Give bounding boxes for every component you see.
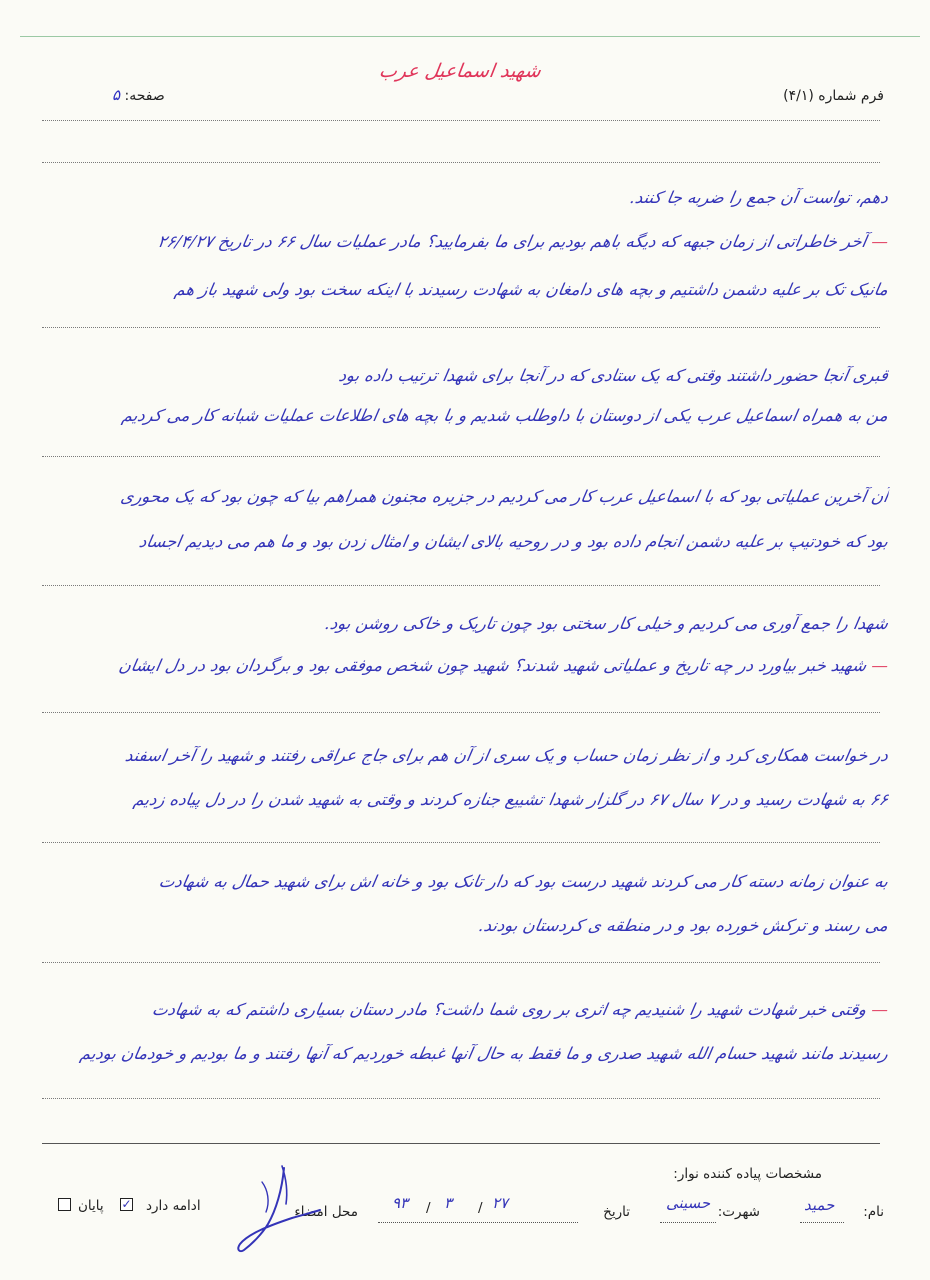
- handwritten-line: [38, 656, 890, 676]
- date-year: ۹۳: [392, 1194, 409, 1212]
- handwritten-line: ۶۶ به شهادت رسید و در ۷ سال ۶۷ در گلزار شهدا تشییع جنازه کردند و وقتی به شهید شدن را در دل پیاده زدیم: [132, 790, 890, 809]
- question-dash: —: [864, 232, 890, 251]
- surname-dots: [660, 1222, 716, 1223]
- ruled-line: [42, 712, 880, 713]
- end-checkbox[interactable]: [58, 1198, 71, 1211]
- handwritten-line: به عنوان زمانه دسته کار می کردند شهید درست بود که دار تانک بود و خانه اش برای شهید حمال به شهادت: [157, 872, 890, 891]
- transcriber-section-label: مشخصات پیاده کننده نوار:: [673, 1166, 822, 1182]
- ruled-line: [42, 962, 880, 963]
- ruled-line: [42, 327, 880, 328]
- handwritten-line-text: آخر خاطراتی از زمان جبهه که دیگه باهم بودیم برای ما بفرمایید؟ مادر عملیات سال ۶۶ در تاریخ ۲۶/۴/۲۷: [156, 232, 869, 251]
- signature-label: محل امضاء: [294, 1204, 358, 1220]
- ruled-line: [42, 120, 880, 121]
- surname-value: حسینی: [666, 1194, 711, 1212]
- page-top-border: [20, 36, 920, 37]
- handwritten-title: شهید اسماعیل عرب: [377, 60, 543, 82]
- page-number-label: [112, 86, 165, 104]
- date-day: ۲۷: [492, 1194, 509, 1212]
- handwritten-line-text: وقتی خبر شهادت شهید را شنیدیم چه اثری بر روی شما داشت؟ مادر دستان بسیاری داشتم که به شهادت: [150, 1000, 869, 1019]
- question-dash: —: [864, 1000, 890, 1019]
- handwritten-line: دهم، تواست آن جمع را ضربه جا کنند.: [628, 188, 890, 207]
- signature-mark: [222, 1160, 332, 1260]
- ruled-line: [42, 456, 880, 457]
- footer-divider: [42, 1143, 880, 1144]
- handwritten-line: بود که خودتیپ بر علیه دشمن انجام داده بود و در روحیه بالای ایشان و امثال زدن بود و ما هم می دیدیم اجساد: [137, 532, 890, 551]
- name-label: نام:: [863, 1204, 884, 1220]
- handwritten-line-text: شهید خبر بیاورد در چه تاریخ و عملیاتی شهید شدند؟ شهید چون شخص موفقی بود و برگردان بود در دل ایشان: [117, 656, 869, 675]
- date-dots: [378, 1222, 578, 1223]
- date-month: ۳: [444, 1194, 453, 1212]
- handwritten-line: قبری آنجا حضور داشتند وقتی که یک ستادی که در آنجا برای شهدا ترتیب داده بود: [337, 366, 890, 385]
- end-label: پایان: [78, 1198, 104, 1214]
- handwritten-line: شهدا را جمع آوری می کردیم و خیلی کار سختی بود چون تاریک و خاکی روشن بود.: [323, 614, 890, 633]
- name-dots: [800, 1222, 844, 1223]
- ruled-line: [42, 1098, 880, 1099]
- handwritten-line: در خواست همکاری کرد و از نظر زمان حساب و یک سری از آن هم برای جاج عراقی رفتند و شهید را آخر اسفند: [123, 746, 890, 765]
- page-number-value: ۵: [112, 86, 121, 104]
- handwritten-line: [38, 232, 890, 252]
- continues-checkbox[interactable]: [120, 1198, 133, 1211]
- handwritten-line: می رسند و ترکش خورده بود و در منطقه ی کردستان بودند.: [477, 916, 890, 935]
- handwritten-line: مانیک تک بر علیه دشمن داشتیم و بچه های دامغان به شهادت رسیدند با اینکه سخت بود ولی شهید باز هم: [173, 280, 890, 299]
- date-label: تاریخ: [603, 1204, 630, 1220]
- question-dash: —: [864, 656, 890, 675]
- ruled-line: [42, 842, 880, 843]
- date-separator: /: [478, 1200, 483, 1216]
- page-label-text: صفحه:: [124, 88, 165, 104]
- ruled-line: [42, 585, 880, 586]
- handwritten-line: آن آخرین عملیاتی بود که با اسماعیل عرب کار می کردیم در جزیره مجنون همراهم بیا که چون بود که یک محوری: [119, 487, 890, 506]
- surname-label: شهرت:: [717, 1204, 760, 1220]
- check-mark-icon: ✓: [121, 1197, 132, 1211]
- name-value: حمید: [804, 1196, 835, 1214]
- continues-label: ادامه دارد: [146, 1198, 201, 1214]
- handwritten-line: [38, 1000, 890, 1020]
- date-separator: /: [426, 1200, 431, 1216]
- handwritten-line: رسیدند مانند شهید حسام الله شهید صدری و ما فقط به حال آنها غبطه خوردیم که آنها رفتند و ما بودیم و خودمان بودیم: [78, 1044, 890, 1063]
- form-number: فرم شماره (۴/۱): [783, 88, 884, 104]
- handwritten-line: من به همراه اسماعیل عرب یکی از دوستان با داوطلب شدیم و با بچه های اطلاعات عملیات شبانه کار می کردیم: [120, 406, 890, 425]
- ruled-line: [42, 162, 880, 163]
